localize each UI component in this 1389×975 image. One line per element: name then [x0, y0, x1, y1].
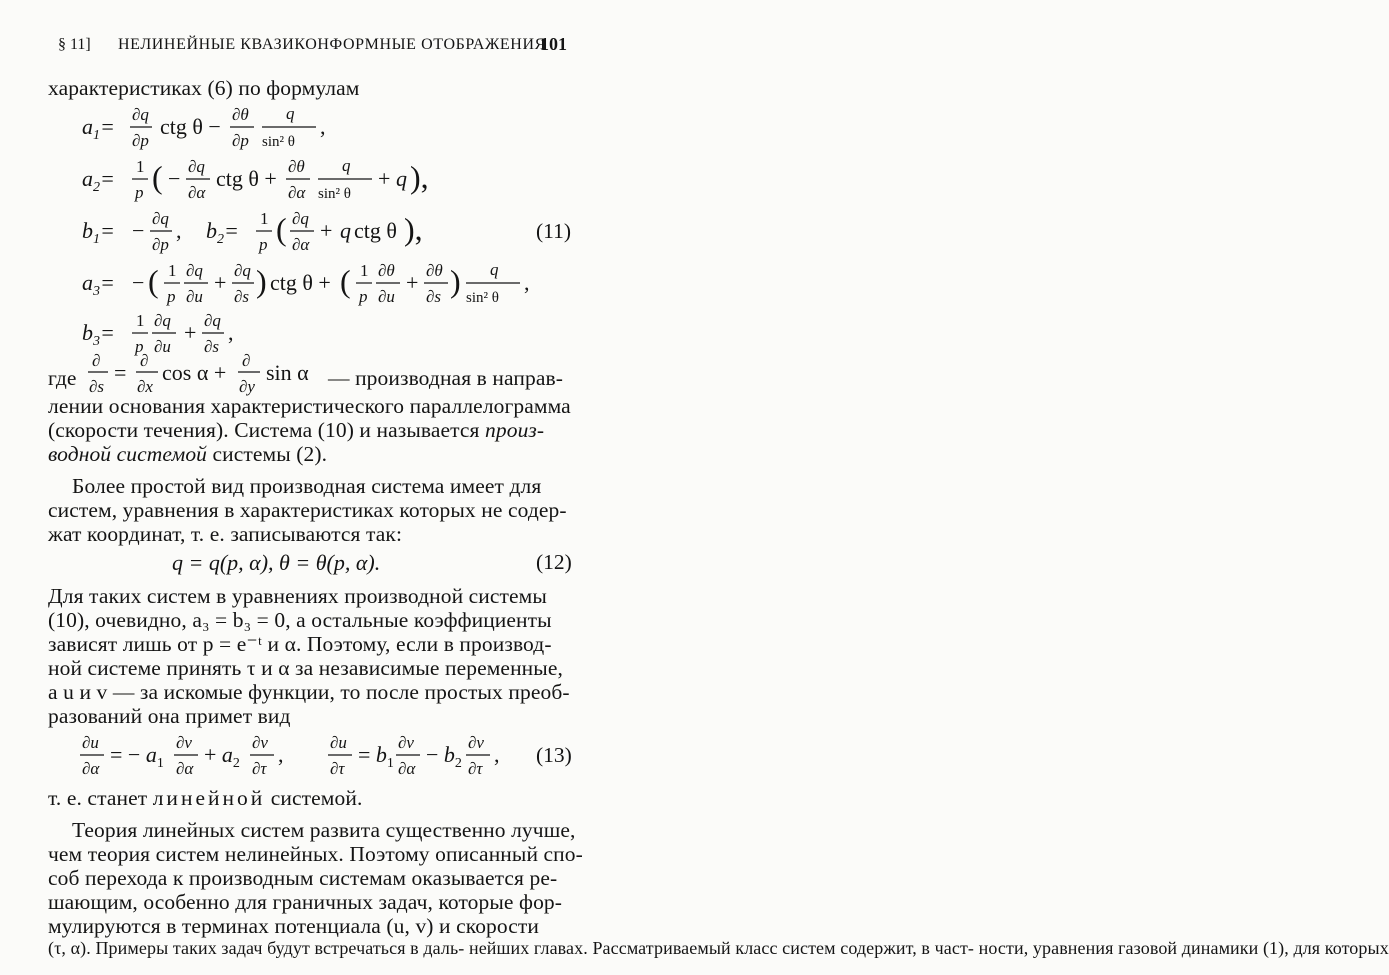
text-line: характеристиках (6) по формулам: [48, 76, 360, 100]
svg-text:),: ),: [410, 159, 429, 195]
svg-text:sin² θ: sin² θ: [318, 186, 351, 202]
text-line: шающим, особенно для граничных задач, которые фор-: [48, 890, 563, 914]
svg-text:∂u: ∂u: [378, 287, 395, 306]
directional-derivative-formula: [88, 350, 348, 400]
svg-text:∂τ: ∂τ: [330, 759, 345, 778]
svg-text:,: ,: [278, 742, 284, 767]
svg-text:+ a2: + $a_2$: [204, 742, 240, 771]
svg-text:∂v: ∂v: [468, 733, 484, 752]
text-line: водной системой системы (2).: [48, 442, 328, 466]
svg-text:ctg θ +: ctg θ +: [216, 166, 277, 191]
svg-text:∂τ: ∂τ: [252, 759, 267, 778]
svg-text:∂: ∂: [92, 351, 101, 370]
svg-text:q: q: [396, 166, 407, 191]
svg-text:− b2: − $b_2$: [426, 742, 462, 771]
svg-text:(: (: [148, 263, 159, 299]
svg-text:∂q: ∂q: [152, 209, 169, 228]
text-line: Для таких систем в уравнениях производной системы: [48, 584, 547, 608]
svg-text:a1=: $a_1=$: [82, 114, 115, 143]
text-line: разований она примет вид: [48, 704, 291, 728]
svg-text:∂τ: ∂τ: [468, 759, 483, 778]
svg-text:,: ,: [228, 320, 234, 345]
svg-text:q: q: [340, 218, 351, 243]
svg-text:∂q: ∂q: [186, 261, 203, 280]
text-line: лении основания характеристического параллелограмма: [48, 394, 571, 418]
svg-text:∂θ: ∂θ: [426, 261, 443, 280]
svg-text:∂y: ∂y: [239, 377, 255, 396]
text-line: жат координат, т. е. записываются так:: [48, 522, 403, 546]
svg-text:p: p: [259, 235, 268, 254]
eq-number-13: (13): [536, 743, 572, 767]
svg-text:b2=: $b_2=$: [206, 218, 239, 247]
svg-text:p: p: [135, 183, 144, 202]
text-line: систем, уравнения в характеристиках которых не содер-: [48, 498, 567, 522]
svg-text:p: p: [359, 287, 368, 306]
svg-text:∂α: ∂α: [82, 759, 100, 778]
svg-text:= − a1: = − $a_1$: [110, 742, 164, 771]
svg-text:∂θ: ∂θ: [232, 105, 249, 124]
svg-text:b1=: $b_1=$: [82, 218, 115, 247]
svg-text:∂α: ∂α: [292, 235, 310, 254]
section-mark: § 11]: [58, 36, 91, 53]
svg-text:sin α: sin α: [266, 360, 309, 385]
svg-text:∂u: ∂u: [330, 733, 347, 752]
svg-text:−: −: [132, 218, 145, 243]
svg-text:sin² θ: sin² θ: [262, 134, 295, 150]
svg-text:∂s: ∂s: [204, 337, 220, 356]
text-line: (10), очевидно, a₃ = b₃ = 0, а остальные коэффициенты: [48, 608, 552, 632]
svg-text:∂s: ∂s: [426, 287, 442, 306]
svg-text:∂v: ∂v: [252, 733, 268, 752]
svg-text:+: +: [184, 320, 197, 345]
svg-text:+: +: [378, 166, 391, 191]
svg-text:(: (: [276, 211, 287, 247]
svg-text:(: (: [152, 159, 163, 195]
svg-text:−: −: [168, 166, 181, 191]
svg-text:∂q: ∂q: [188, 157, 205, 176]
svg-text:∂s: ∂s: [234, 287, 250, 306]
svg-text:∂α: ∂α: [398, 759, 416, 778]
page-number: 101: [540, 34, 567, 54]
eq-a2: [82, 156, 429, 202]
svg-text:p: p: [135, 337, 144, 356]
svg-text:1: 1: [360, 261, 369, 280]
svg-text:),: ),: [404, 211, 423, 247]
svg-text:(: (: [340, 263, 351, 299]
svg-text:1: 1: [168, 261, 177, 280]
svg-text:∂α: ∂α: [188, 183, 206, 202]
svg-text:∂θ: ∂θ: [288, 157, 305, 176]
eq-number-11: (11): [536, 219, 572, 243]
eq-number-12: (12): [536, 550, 572, 574]
text-line: где: [48, 366, 77, 390]
svg-text:∂u: ∂u: [186, 287, 203, 306]
svg-text:∂p: ∂p: [232, 131, 249, 150]
svg-text:1: 1: [136, 311, 145, 330]
svg-text:,: ,: [176, 218, 182, 243]
svg-text:∂q: ∂q: [204, 311, 221, 330]
eq-b1-b2: [82, 209, 571, 254]
svg-text:∂x: ∂x: [137, 377, 153, 396]
svg-text:=: =: [114, 360, 127, 385]
text-line: Более простой вид производная система имеет для: [72, 474, 542, 498]
svg-text:,: ,: [524, 270, 530, 295]
svg-text:a2=: $a_2=$: [82, 166, 115, 195]
text-line: соб перехода к производным системам оказывается ре-: [48, 866, 558, 890]
equation-system-11: [48, 100, 578, 362]
svg-text:1: 1: [136, 157, 145, 176]
svg-text:∂s: ∂s: [89, 377, 105, 396]
svg-text:∂u: ∂u: [82, 733, 99, 752]
svg-text:cos α +: cos α +: [162, 360, 227, 385]
svg-text:∂α: ∂α: [288, 183, 306, 202]
text-line: ной системе принять τ и α за независимые переменные,: [48, 656, 563, 680]
svg-text:∂p: ∂p: [152, 235, 169, 254]
svg-text:q: q: [342, 156, 351, 175]
svg-text:a3=: $a_3=$: [82, 270, 115, 299]
svg-text:+: +: [406, 270, 419, 295]
svg-text:∂q: ∂q: [132, 105, 149, 124]
text-line-compressed: (τ, α). Примеры таких задач будут встречаться в даль- нейших главах. Рассматриваемый класс систем содержит, в част- ности, уравнения газовой динамики (1), для которых: [48, 938, 1389, 958]
svg-text:∂θ: ∂θ: [378, 261, 395, 280]
svg-text:∂: ∂: [140, 351, 149, 370]
text-line: мулируются в терминах потенциала (u, v) и скорости: [48, 914, 540, 938]
svg-text:∂q: ∂q: [234, 261, 251, 280]
eq-a3: [82, 260, 530, 306]
svg-text:q: q: [286, 104, 295, 123]
svg-text:+: +: [320, 218, 333, 243]
svg-text:1: 1: [260, 209, 269, 228]
svg-text:,: ,: [320, 114, 326, 139]
svg-text:sin² θ: sin² θ: [466, 290, 499, 306]
svg-text:): ): [450, 263, 461, 299]
svg-text:= b1: = $b_1$: [358, 742, 394, 771]
svg-text:∂v: ∂v: [176, 733, 192, 752]
running-title: НЕЛИНЕЙНЫЕ КВАЗИКОНФОРМНЫЕ ОТОБРАЖЕНИЯ: [118, 36, 546, 53]
svg-text:,: ,: [494, 742, 500, 767]
svg-text:∂: ∂: [242, 351, 251, 370]
text-line: т. е. станет линейной системой.: [48, 786, 363, 810]
svg-text:ctg θ −: ctg θ −: [160, 114, 221, 139]
equation-13: [48, 728, 578, 784]
svg-text:+: +: [214, 270, 227, 295]
text-line: чем теория систем нелинейных. Поэтому описанный спо-: [48, 842, 583, 866]
svg-text:ctg θ: ctg θ: [354, 218, 397, 243]
svg-text:∂q: ∂q: [292, 209, 309, 228]
svg-text:∂v: ∂v: [398, 733, 414, 752]
svg-text:b3=: $b_3=$: [82, 320, 115, 349]
svg-text:∂q: ∂q: [154, 311, 171, 330]
text-line: Теория линейных систем развита существенно лучше,: [72, 818, 576, 842]
svg-text:−: −: [132, 270, 145, 295]
eq-a1: [82, 104, 326, 150]
equation-12: q = q(p, α), θ = θ(p, α).: [172, 550, 381, 575]
svg-text:∂p: ∂p: [132, 131, 149, 150]
svg-text:∂α: ∂α: [176, 759, 194, 778]
text-line: (скорости течения). Система (10) и называется произ-: [48, 418, 545, 442]
svg-text:): ): [256, 263, 267, 299]
text-line: зависят лишь от p = e⁻ᵗ и α. Поэтому, если в производ-: [48, 632, 552, 656]
text-line: a u и v — за искомые функции, то после простых преоб-: [48, 680, 570, 704]
svg-text:p: p: [167, 287, 176, 306]
text-line: — производная в направ-: [328, 366, 563, 390]
svg-text:q: q: [490, 260, 499, 279]
svg-text:∂u: ∂u: [154, 337, 171, 356]
svg-text:ctg θ +: ctg θ +: [270, 270, 331, 295]
